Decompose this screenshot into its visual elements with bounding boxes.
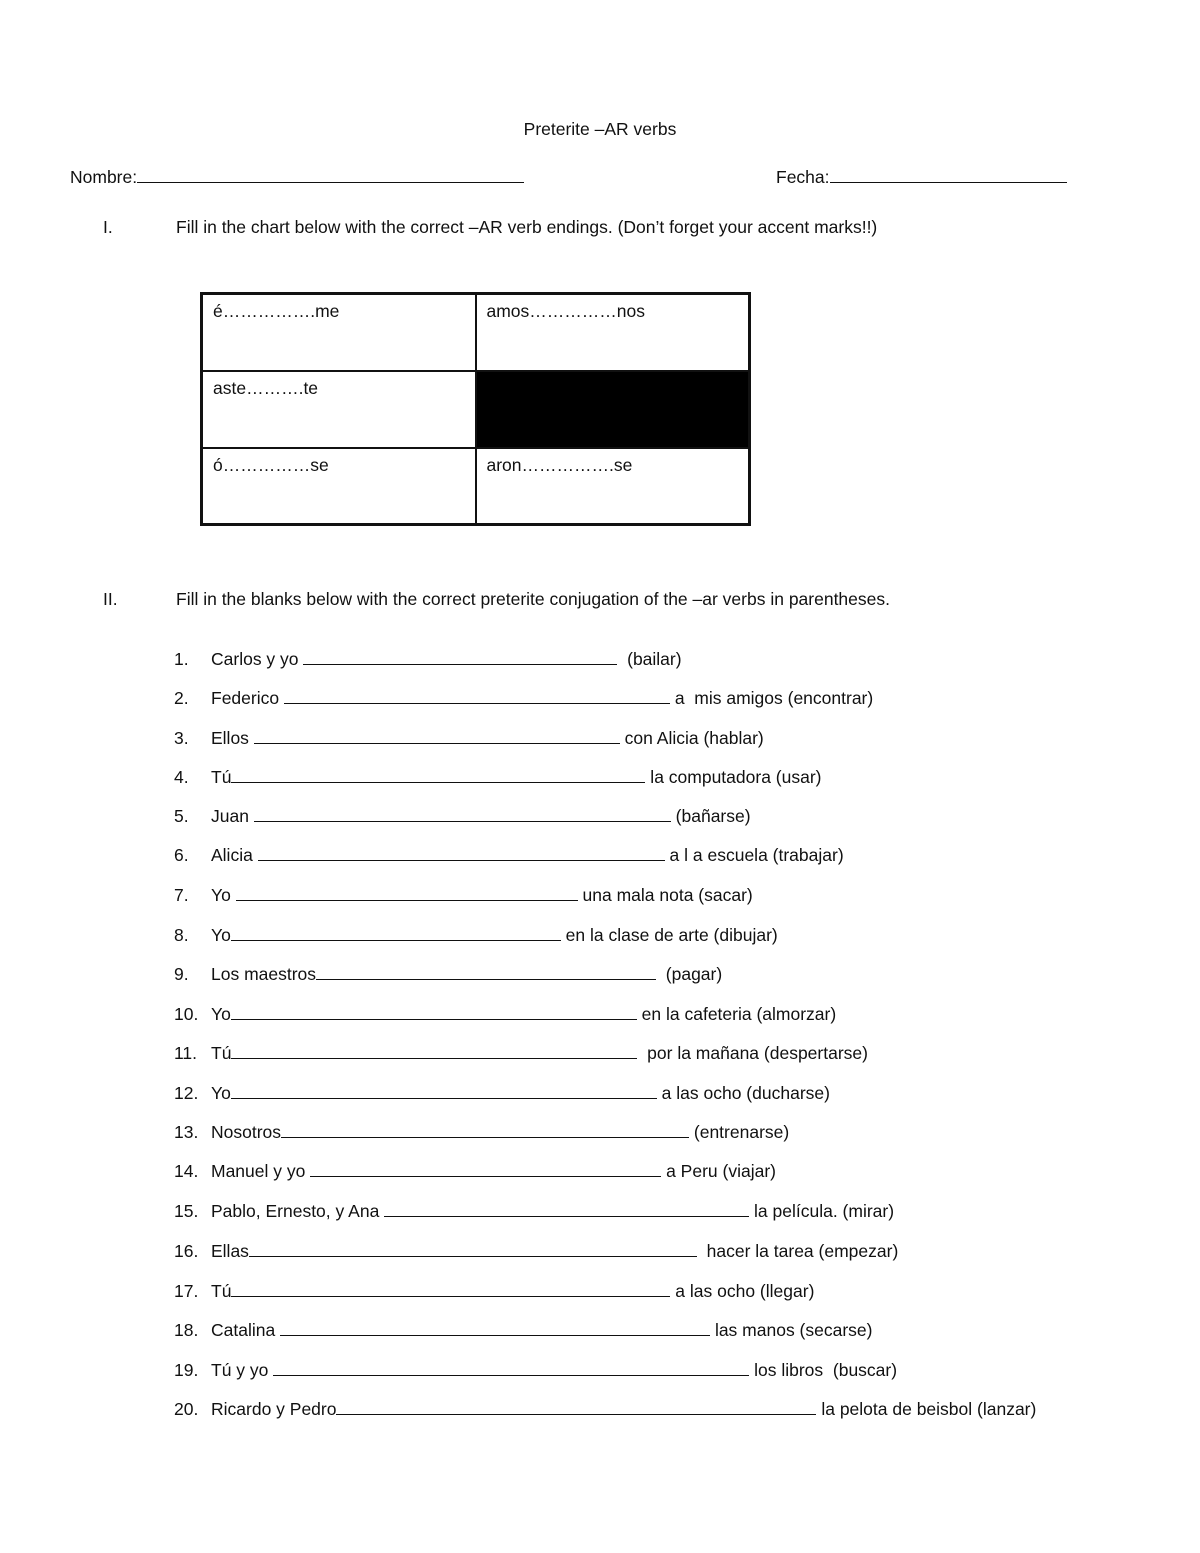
exercise-item [174,925,778,949]
page-title: Preterite –AR verbs [523,119,677,139]
exercise-prompt: en la cafeteria (almorzar) [636,1004,837,1024]
answer-blank[interactable] [231,1005,637,1020]
exercise-prompt: a las ocho (llegar) [670,1281,815,1301]
exercise-item [174,964,722,988]
answer-blank[interactable] [273,1361,749,1376]
exercise-prompt: hacer la tarea (empezar) [696,1241,899,1261]
exercise-number: 1. [174,649,189,669]
answer-blank[interactable] [258,846,665,861]
exercise-prompt: (entrenarse) [689,1122,790,1142]
chart-cell-yo[interactable]: é…………….me [202,294,476,371]
exercise-prompt: a mis amigos (encontrar) [669,688,874,708]
exercise-number: 18. [174,1320,199,1340]
exercise-subject: Manuel y yo [211,1161,311,1181]
name-field[interactable] [70,166,524,188]
exercise-number: 2. [174,688,189,708]
answer-blank[interactable] [231,768,645,783]
exercise-subject: Alicia [211,845,258,865]
exercise-prompt: (pagar) [656,964,723,984]
exercise-item [174,1399,1036,1423]
answer-blank[interactable] [231,1282,670,1297]
answer-blank[interactable] [280,1321,710,1336]
answer-blank[interactable] [281,1123,689,1138]
exercise-number: 19. [174,1360,199,1380]
answer-blank[interactable] [249,1242,697,1257]
answer-blank[interactable] [336,1400,816,1415]
answer-blank[interactable] [231,926,561,941]
date-field[interactable] [776,166,1067,188]
exercise-item [174,1320,873,1344]
exercise-number: 10. [174,1004,199,1024]
answer-blank[interactable] [254,807,671,822]
chart-cell-nosotros[interactable]: amos……………nos [476,294,750,371]
exercise-number: 9. [174,964,189,984]
answer-blank[interactable] [236,886,578,901]
exercise-subject: Yo [211,885,236,905]
exercise-number: 17. [174,1281,199,1301]
exercise-item [174,767,822,791]
exercise-item [174,806,751,830]
exercise-item [174,1122,789,1146]
exercise-subject: Tú [211,767,232,787]
exercise-item [174,885,753,909]
exercise-subject: Yo [211,1083,231,1103]
exercise-number: 8. [174,925,189,945]
exercise-item [174,649,682,673]
exercise-item [174,1360,897,1384]
name-label: Nombre: [70,167,138,187]
exercise-prompt: por la mañana (despertarse) [637,1043,868,1063]
chart-cell-tu[interactable]: aste……….te [202,371,476,448]
exercise-prompt: a las ocho (ducharse) [656,1083,830,1103]
exercise-item [174,1004,836,1028]
answer-blank[interactable] [310,1162,661,1177]
exercise-number: 13. [174,1122,199,1142]
exercise-number: 3. [174,728,189,748]
exercise-subject: Catalina [211,1320,281,1340]
date-blank[interactable] [830,166,1067,183]
exercise-item [174,1281,814,1305]
exercise-item [174,728,764,752]
exercise-prompt: las manos (secarse) [710,1320,873,1340]
verb-endings-chart [200,292,751,526]
exercise-prompt: la película. (mirar) [749,1201,895,1221]
exercise-number: 16. [174,1241,199,1261]
exercise-prompt: (bailar) [617,649,682,669]
section-1-instruction: Fill in the chart below with the correct –AR verb endings. (Don’t forget your accent marks!!) [176,217,878,237]
exercise-item [174,688,873,712]
answer-blank[interactable] [316,965,656,980]
exercise-subject: Los maestros [211,964,317,984]
exercise-number: 5. [174,806,189,826]
exercise-prompt: a Peru (viajar) [661,1161,776,1181]
exercise-prompt: (bañarse) [670,806,751,826]
exercise-item [174,1083,830,1107]
date-label: Fecha: [776,167,830,187]
exercise-prompt: a l a escuela (trabajar) [664,845,844,865]
exercise-subject: Tú [211,1281,232,1301]
exercise-subject: Yo [211,925,231,945]
exercise-number: 15. [174,1201,199,1221]
exercise-number: 4. [174,767,189,787]
answer-blank[interactable] [284,689,670,704]
exercise-prompt: los libros (buscar) [749,1360,898,1380]
exercise-prompt: la computadora (usar) [645,767,822,787]
exercise-number: 7. [174,885,189,905]
answer-blank[interactable] [384,1202,749,1217]
exercise-number: 6. [174,845,189,865]
exercise-prompt: la pelota de beisbol (lanzar) [816,1399,1037,1419]
answer-blank[interactable] [254,729,620,744]
exercise-number: 20. [174,1399,199,1419]
exercise-subject: Ellos [211,728,254,748]
chart-cell-ellos[interactable]: aron…………….se [476,448,750,525]
exercise-subject: Carlos y yo [211,649,304,669]
chart-cell-vosotros-blacked-out [476,371,750,448]
exercise-prompt: una mala nota (sacar) [577,885,753,905]
exercise-item [174,1043,868,1067]
exercise-prompt: en la clase de arte (dibujar) [560,925,778,945]
exercise-subject: Ellas [211,1241,249,1261]
answer-blank[interactable] [231,1044,637,1059]
exercise-subject: Juan [211,806,254,826]
exercise-subject: Tú [211,1043,232,1063]
exercise-item [174,1161,776,1185]
exercise-subject: Yo [211,1004,231,1024]
exercise-subject: Federico [211,688,284,708]
exercise-number: 14. [174,1161,199,1181]
exercise-subject: Pablo, Ernesto, y Ana [211,1201,385,1221]
answer-blank[interactable] [303,650,617,665]
section-2-instruction: Fill in the blanks below with the correct preterite conjugation of the –ar verbs in parentheses. [176,589,890,609]
exercise-subject: Tú y yo [211,1360,274,1380]
exercise-number: 11. [174,1043,198,1063]
section-2-number: II. [103,589,118,609]
exercise-item [174,845,844,869]
name-blank[interactable] [137,166,524,183]
chart-cell-el[interactable]: ó……………se [202,448,476,525]
section-1-number: I. [103,217,113,237]
exercise-item [174,1201,894,1225]
exercise-number: 12. [174,1083,199,1103]
exercise-prompt: con Alicia (hablar) [619,728,764,748]
exercise-item [174,1241,898,1265]
exercise-subject: Ricardo y Pedro [211,1399,337,1419]
answer-blank[interactable] [231,1084,657,1099]
exercise-subject: Nosotros [211,1122,282,1142]
